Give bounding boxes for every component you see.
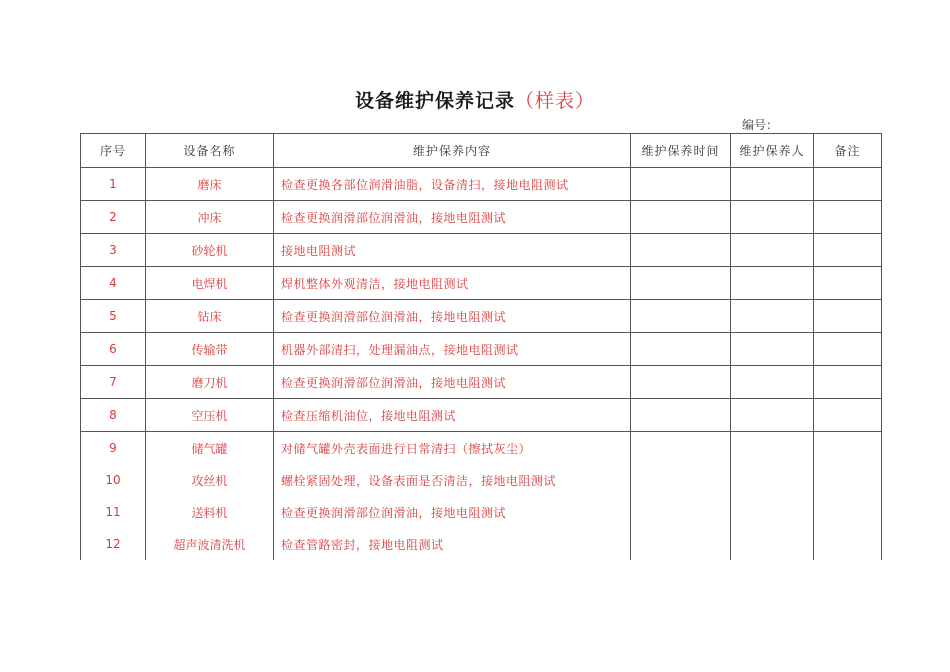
row-remark-cell[interactable] [814,333,882,366]
table-row [81,234,882,267]
table-row [81,399,882,432]
row-maintenance-time-cell[interactable] [631,300,731,333]
table-row [81,366,882,399]
row-no: 12 [81,528,146,560]
serial-number-label: 编号： [742,118,779,132]
row-maintenance-person-cell[interactable] [731,234,814,267]
row-no: 8 [81,399,146,432]
row-equipment-name: 电焊机 [146,267,274,300]
row-maintenance-person-cell[interactable] [731,496,814,528]
row-maintenance-time-cell[interactable] [631,432,731,465]
row-remark-cell[interactable] [814,267,882,300]
title-sample-tag: （样表） [515,90,596,112]
row-no: 2 [81,201,146,234]
row-remark-cell[interactable] [814,496,882,528]
header-remark: 备注 [814,134,882,168]
row-maintenance-content: 对储气罐外壳表面进行日常清扫（擦拭灰尘） [274,432,631,465]
row-maintenance-person-cell[interactable] [731,168,814,201]
table-row [81,333,882,366]
row-no: 11 [81,496,146,528]
row-maintenance-time-cell[interactable] [631,496,731,528]
row-no: 3 [81,234,146,267]
row-no: 9 [81,432,146,465]
header-equipment-name: 设备名称 [146,134,274,168]
row-remark-cell[interactable] [814,464,882,496]
row-maintenance-person-cell[interactable] [731,464,814,496]
row-equipment-name: 空压机 [146,399,274,432]
row-maintenance-content: 检查更换润滑部位润滑油，接地电阻测试 [274,366,631,399]
row-maintenance-content: 检查压缩机油位，接地电阻测试 [274,399,631,432]
row-remark-cell[interactable] [814,168,882,201]
row-maintenance-content: 检查更换润滑部位润滑油，接地电阻测试 [274,201,631,234]
row-maintenance-time-cell[interactable] [631,528,731,560]
table-row [81,464,882,496]
header-maintenance-content: 维护保养内容 [274,134,631,168]
table-row [81,267,882,300]
row-maintenance-time-cell[interactable] [631,366,731,399]
row-no: 5 [81,300,146,333]
row-maintenance-content: 螺栓紧固处理，设备表面是否清洁，接地电阻测试 [274,464,631,496]
row-maintenance-time-cell[interactable] [631,267,731,300]
row-no: 7 [81,366,146,399]
row-maintenance-time-cell[interactable] [631,333,731,366]
row-maintenance-person-cell[interactable] [731,333,814,366]
title-main: 设备维护保养记录 [354,90,515,112]
row-maintenance-content: 检查更换润滑部位润滑油，接地电阻测试 [274,496,631,528]
row-remark-cell[interactable] [814,399,882,432]
table-row [81,496,882,528]
row-maintenance-content: 检查更换润滑部位润滑油，接地电阻测试 [274,300,631,333]
document-title [0,86,950,113]
table-row [81,201,882,234]
table-row [81,168,882,201]
table-row [81,300,882,333]
row-equipment-name: 冲床 [146,201,274,234]
row-remark-cell[interactable] [814,366,882,399]
row-remark-cell[interactable] [814,201,882,234]
maintenance-record-table [80,133,882,560]
header-no: 序号 [81,134,146,168]
row-maintenance-person-cell[interactable] [731,399,814,432]
row-remark-cell[interactable] [814,234,882,267]
table-header-row [81,134,882,168]
row-remark-cell[interactable] [814,300,882,333]
row-maintenance-content: 检查更换各部位润滑油脂，设备清扫，接地电阻测试 [274,168,631,201]
table-row [81,528,882,560]
row-maintenance-person-cell[interactable] [731,267,814,300]
row-maintenance-content: 检查管路密封，接地电阻测试 [274,528,631,560]
header-maintenance-person: 维护保养人 [731,134,814,168]
row-equipment-name: 钻床 [146,300,274,333]
row-no: 4 [81,267,146,300]
row-maintenance-time-cell[interactable] [631,234,731,267]
row-no: 10 [81,464,146,496]
row-equipment-name: 储气罐 [146,432,274,465]
row-maintenance-time-cell[interactable] [631,464,731,496]
row-maintenance-content: 接地电阻测试 [274,234,631,267]
row-maintenance-person-cell[interactable] [731,432,814,465]
row-no: 1 [81,168,146,201]
row-equipment-name: 砂轮机 [146,234,274,267]
row-maintenance-person-cell[interactable] [731,366,814,399]
header-maintenance-time: 维护保养时间 [631,134,731,168]
row-maintenance-person-cell[interactable] [731,528,814,560]
row-no: 6 [81,333,146,366]
row-equipment-name: 攻丝机 [146,464,274,496]
row-maintenance-time-cell[interactable] [631,399,731,432]
row-equipment-name: 送料机 [146,496,274,528]
row-maintenance-person-cell[interactable] [731,300,814,333]
row-maintenance-time-cell[interactable] [631,168,731,201]
row-remark-cell[interactable] [814,432,882,465]
table-row [81,432,882,465]
row-maintenance-person-cell[interactable] [731,201,814,234]
row-equipment-name: 传输带 [146,333,274,366]
row-equipment-name: 磨床 [146,168,274,201]
row-maintenance-content: 焊机整体外观清洁，接地电阻测试 [274,267,631,300]
row-remark-cell[interactable] [814,528,882,560]
row-equipment-name: 磨刀机 [146,366,274,399]
row-maintenance-time-cell[interactable] [631,201,731,234]
row-equipment-name: 超声波清洗机 [146,528,274,560]
row-maintenance-content: 机器外部清扫，处理漏油点，接地电阻测试 [274,333,631,366]
